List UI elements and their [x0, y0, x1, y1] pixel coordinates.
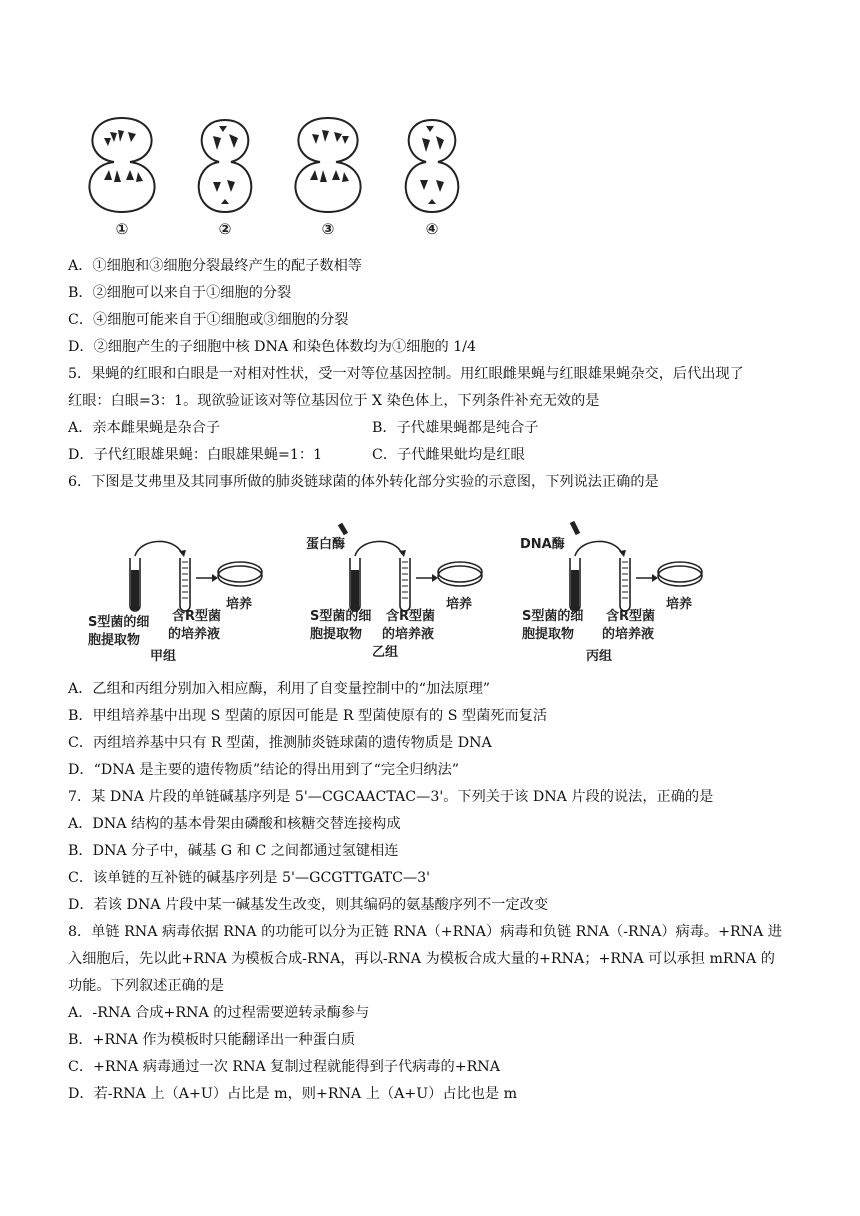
tube1-label-line2: 胞提取物: [522, 627, 575, 642]
petri-dish: [218, 562, 262, 582]
q6-option-d: D．“DNA 是主要的遗传物质”结论的得出用到了“完全归纳法”: [68, 762, 460, 778]
transfer-arrow: [135, 541, 182, 556]
q7-option-a: A．DNA 结构的基本骨架由磷酸和核糖交替连接构成: [68, 816, 401, 832]
q6-option-b: B．甲组培养基中出现 S 型菌的原因可能是 R 型菌使原有的 S 型菌死而复活: [68, 708, 548, 724]
q6-stem: 6．下图是艾弗里及其同事所做的肺炎链球菌的体外转化部分实验的示意图，下列说法正确的是: [68, 474, 659, 490]
group-name: 丙组: [586, 649, 613, 664]
enzyme-label: DNA酶: [520, 537, 565, 552]
tube2-label-line2: 的培养液: [382, 627, 435, 642]
tube2-label-line1: 含R型菌: [172, 609, 222, 624]
group-name: 乙组: [372, 645, 399, 660]
q8-option-b: B．+RNA 作为模板时只能翻译出一种蛋白质: [68, 1032, 356, 1048]
dropper-icon: [340, 524, 346, 534]
experiment-group-yi: [306, 524, 482, 660]
cell-division-figure: [70, 110, 470, 240]
q5-stem-line-2: 红眼：白眼=3：1。现欲验证该对等位基因位于 X 染色体上，下列条件补充无效的是: [68, 393, 600, 409]
tube2-label-line1: 含R型菌: [386, 609, 436, 624]
enzyme-label: 蛋白酶: [306, 537, 346, 552]
q5-option-c: C．子代雌果蚍均是红眼: [372, 447, 525, 463]
q7-option-c: C．该单链的互补链的碱基序列是 5'—GCGTTGATC—3': [68, 870, 431, 886]
q8-stem-line-3: 功能。下列叙述正确的是: [68, 978, 225, 994]
tube2-label-line2: 的培养液: [168, 627, 221, 642]
cell-3: [295, 118, 360, 212]
q5-option-b: B．子代雄果蝇都是纯合子: [372, 420, 539, 436]
dish-label: 培养: [666, 597, 693, 612]
tube1-label-line2: 胞提取物: [310, 627, 363, 642]
tube1-label-line2: 胞提取物: [88, 633, 141, 648]
q8-option-d: D．若-RNA 上（A+U）占比是 m，则+RNA 上（A+U）占比也是 m: [68, 1086, 518, 1102]
cell-label-3: ③: [321, 220, 335, 238]
q4-option-a: A．①细胞和③细胞分裂最终产生的配子数相等: [68, 258, 362, 274]
q4-option-b: B．②细胞可以来自于①细胞的分裂: [68, 285, 292, 301]
q5-stem-line-1: 5．果蝇的红眼和白眼是一对相对性状，受一对等位基因控制。用红眼雌果蝇与红眼雄果蝇杂交，后代出现了: [68, 366, 744, 382]
tube1-label-line1: S型菌的细: [88, 615, 150, 630]
cell-1: [89, 118, 154, 212]
q7-option-d: D．若该 DNA 片段中某一碱基发生改变，则其编码的氨基酸序列不一定改变: [68, 897, 549, 913]
cell-label-1: ①: [115, 220, 129, 238]
q8-option-a: A．-RNA 合成+RNA 的过程需要逆转录酶参与: [68, 1005, 370, 1021]
q4-option-d: D．②细胞产生的子细胞中核 DNA 和染色体数均为①细胞的 1/4: [68, 339, 477, 355]
q5-option-a: A．亲本雌果蝇是杂合子: [68, 420, 221, 436]
cell-label-2: ②: [218, 220, 232, 238]
q7-option-b: B．DNA 分子中，碱基 G 和 C 之间都通过氢键相连: [68, 843, 399, 859]
q6-option-c: C．丙组培养基中只有 R 型菌，推测肺炎链球菌的遗传物质是 DNA: [68, 735, 492, 751]
experiment-group-jia: [88, 541, 262, 664]
cell-2: [199, 120, 252, 212]
tube-r-culture: [180, 558, 190, 611]
dish-label: 培养: [446, 597, 473, 612]
cell-label-4: ④: [425, 220, 439, 238]
tube1-label-line1: S型菌的细: [310, 609, 372, 624]
dish-label: 培养: [226, 597, 253, 612]
q8-stem-line-1: 8．单链 RNA 病毒依据 RNA 的功能可以分为正链 RNA（+RNA）病毒和负链 RNA（-RNA）病毒。+RNA 进: [68, 924, 782, 940]
q4-option-c: C．④细胞可能来自于①细胞或③细胞的分裂: [68, 312, 349, 328]
q8-stem-line-2: 入细胞后，先以此+RNA 为模板合成-RNA，再以-RNA 为模板合成大量的+RNA；+RNA 可以承担 mRNA 的: [68, 951, 775, 967]
q7-stem: 7．某 DNA 片段的单链碱基序列是 5'—CGCAACTAC—3'。下列关于该 DNA 片段的说法，正确的是: [68, 789, 714, 805]
group-name: 甲组: [150, 649, 177, 664]
experiment-group-bing: [520, 522, 702, 664]
dropper-icon: [572, 522, 578, 534]
tube2-label-line1: 含R型菌: [606, 609, 656, 624]
tube2-label-line2: 的培养液: [602, 627, 655, 642]
experiment-figure: [80, 518, 720, 666]
q6-option-a: A．乙组和丙组分别加入相应酶，利用了自变量控制中的“加法原理”: [68, 681, 491, 697]
tube1-label-line1: S型菌的细: [522, 609, 584, 624]
cell-4: [406, 120, 459, 212]
q5-option-d: D．子代红眼雄果蝇：白眼雄果蝇=1：1: [68, 447, 323, 463]
q8-option-c: C．+RNA 病毒通过一次 RNA 复制过程就能得到子代病毒的+RNA: [68, 1059, 500, 1075]
